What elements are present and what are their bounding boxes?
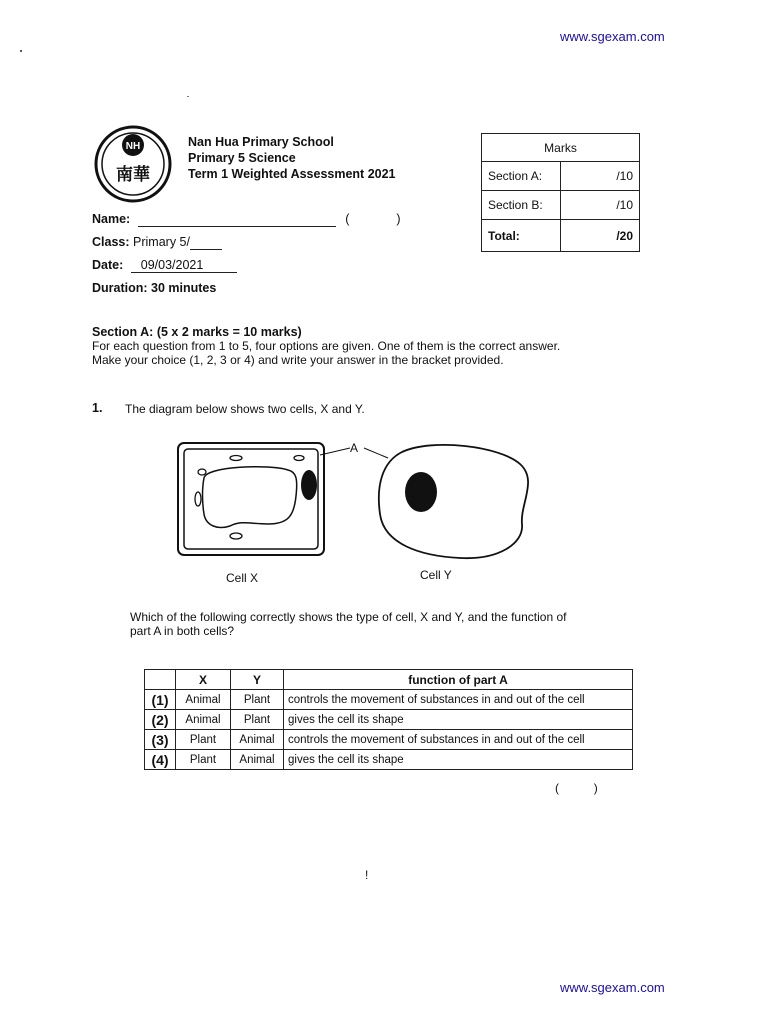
answer-paren-close: ) (593, 781, 598, 795)
marks-total-label: Total: (482, 220, 561, 252)
marks-row (482, 191, 640, 220)
option-y-type: Animal (231, 730, 284, 750)
logo-chinese-text: 南華 (116, 165, 150, 185)
options-header-x: X (176, 670, 231, 690)
section-a-instructions-2: Make your choice (1, 2, 3 or 4) and write your answer in the bracket provided. (92, 353, 504, 367)
option-y-type: Plant (231, 690, 284, 710)
question-1-number: 1. (92, 401, 103, 415)
cell-y-caption: Cell Y (420, 568, 452, 582)
options-header-y: Y (231, 670, 284, 690)
section-a-instructions-1: For each question from 1 to 5, four options are given. One of them is the correct answer. (92, 339, 561, 353)
index-field[interactable] (353, 212, 393, 226)
question-1-prompt-line-2: part A in both cells? (130, 624, 235, 638)
class-field[interactable] (190, 235, 222, 250)
school-name: Nan Hua Primary School (188, 135, 334, 149)
name-row (92, 212, 401, 227)
answer-paren-open: ( (555, 781, 559, 795)
scan-speck (187, 96, 189, 97)
option-function: controls the movement of substances in and out of the cell (284, 690, 633, 710)
section-a-block (92, 325, 652, 367)
option-y-type: Plant (231, 710, 284, 730)
answer-bracket (555, 781, 598, 795)
marks-table-title: Marks (482, 134, 640, 162)
option-x-type: Plant (176, 730, 231, 750)
option-number: (3) (145, 730, 176, 750)
class-value: Primary 5/ (133, 235, 190, 249)
section-a-heading: Section A: (5 x 2 marks = 10 marks) (92, 325, 302, 339)
logo-badge-text: NH (125, 141, 141, 152)
header-block (188, 134, 396, 182)
marks-total-value: /20 (561, 220, 640, 252)
cell-diagram (170, 436, 570, 566)
option-y-type: Animal (231, 750, 284, 770)
index-paren-open: ( (345, 212, 350, 226)
class-label: Class: (92, 235, 130, 249)
option-x-type: Animal (176, 710, 231, 730)
date-field[interactable]: 09/03/2021 (131, 258, 237, 273)
option-x-type: Plant (176, 750, 231, 770)
option-row (145, 710, 633, 730)
question-1-stem: The diagram below shows two cells, X and Y. (125, 402, 365, 416)
options-header-function: function of part A (284, 670, 633, 690)
watermark-bottom-link[interactable]: www.sgexam.com (560, 980, 665, 995)
answer-field[interactable] (562, 781, 590, 795)
option-number: (2) (145, 710, 176, 730)
option-row (145, 750, 633, 770)
question-1-prompt (130, 610, 630, 638)
date-row (92, 258, 237, 273)
options-header-num (145, 670, 176, 690)
option-function: controls the movement of substances in and out of the cell (284, 730, 633, 750)
marks-row (482, 220, 640, 252)
option-number: (1) (145, 690, 176, 710)
option-x-type: Animal (176, 690, 231, 710)
option-number: (4) (145, 750, 176, 770)
cell-x-caption: Cell X (226, 571, 259, 585)
scan-speck (20, 50, 22, 52)
duration-text: Duration: 30 minutes (92, 281, 217, 295)
marks-row-value: /10 (561, 162, 640, 191)
class-row (92, 235, 222, 250)
marks-row-value: /10 (561, 191, 640, 220)
cell-y-drawing (379, 445, 528, 558)
options-header-row (145, 670, 633, 690)
subject-title: Primary 5 Science (188, 151, 296, 165)
options-table (144, 669, 633, 770)
marks-table (481, 133, 640, 252)
part-a-label: A (350, 441, 359, 455)
option-function: gives the cell its shape (284, 710, 633, 730)
option-row (145, 690, 633, 710)
watermark-top-link[interactable]: www.sgexam.com (560, 29, 665, 44)
name-field[interactable] (138, 212, 336, 227)
question-1-prompt-line-1: Which of the following correctly shows the type of cell, X and Y, and the function of (130, 610, 567, 624)
option-row (145, 730, 633, 750)
name-label: Name: (92, 212, 131, 226)
marks-row-label: Section A: (482, 162, 561, 191)
cell-x-drawing (178, 443, 324, 555)
exam-title: Term 1 Weighted Assessment 2021 (188, 167, 396, 181)
marks-row (482, 162, 640, 191)
index-paren-close: ) (396, 212, 401, 226)
option-function: gives the cell its shape (284, 750, 633, 770)
marks-row-label: Section B: (482, 191, 561, 220)
date-label: Date: (92, 258, 124, 272)
school-logo (93, 124, 173, 204)
page-mark: ! (365, 868, 369, 882)
